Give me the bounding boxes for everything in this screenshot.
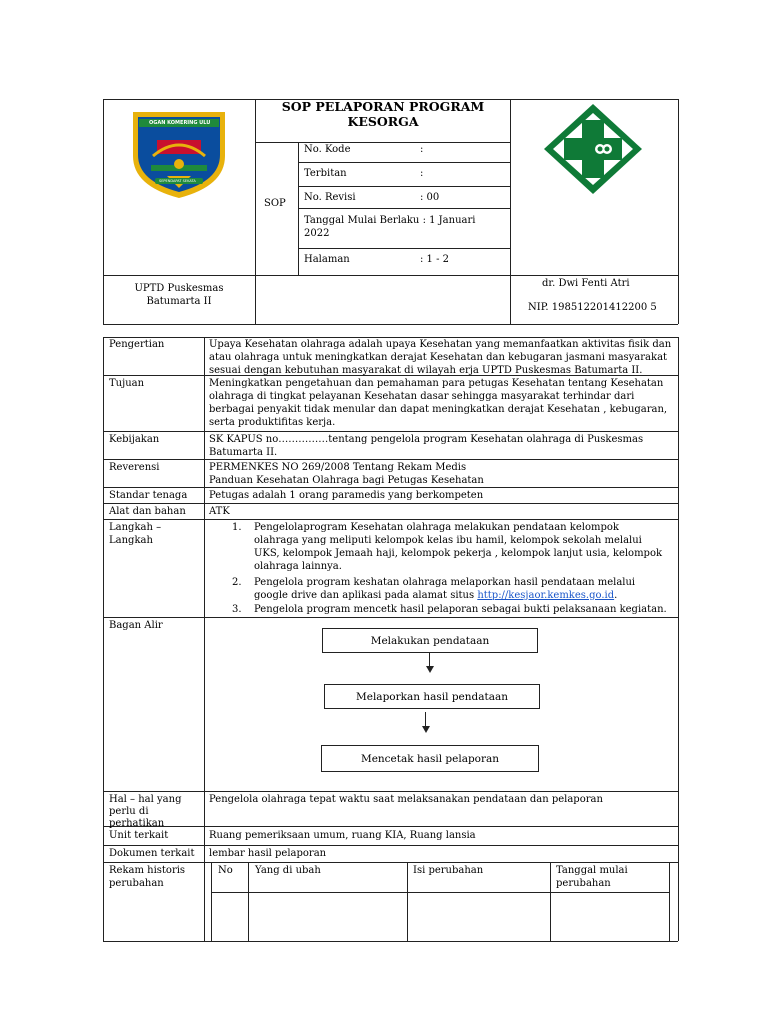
field-no-kode-value: : bbox=[420, 144, 424, 155]
field-tanggal-value: : 1 Januari 2022 bbox=[304, 215, 476, 239]
field-no-revisi-label: No. Revisi bbox=[304, 192, 356, 203]
step-3-text: Pengelola program mencetk hasil pelaporan sebagai bukti pelaksanaan kegiatan. bbox=[254, 604, 667, 615]
rekam-label-line1: Rekam historis bbox=[109, 865, 186, 876]
step-2-text-main: Pengelola program keshatan olahraga melaporkan hasil pendataan melalui google drive dan aplikasi pada alamat situs bbox=[254, 577, 636, 601]
flow-box-melaporkan: Melaporkan hasil pendataan bbox=[324, 684, 540, 709]
signer-name: dr. Dwi Fenti Atri bbox=[542, 278, 630, 289]
step-2-num: 2. bbox=[232, 577, 242, 588]
dokumen-text: lembar hasil pelaporan bbox=[209, 848, 327, 859]
rekam-label-line2: perubahan bbox=[109, 878, 164, 889]
pengertian-text: Upaya Kesehatan olahraga adalah upaya Kesehatan yang memanfaatkan aktivitas fisik dan atau olahraga untuk meningkatkan derajat Kesehatan dan kebugaran jasmani masyarakat sesuai dengan kebutuhan masyarakat di wilayah erja UPTD Puskesmas Batumarta II. bbox=[209, 339, 672, 376]
alat-text: ATK bbox=[209, 506, 230, 517]
step-1-text: Pengelolaprogram Kesehatan olahraga melakukan pendataan kelompok olahraga yang meliputi kelompok kelas ibu hamil, kelompok sekolah melalui UKS, kelompok Jemaah haji, kelompok pekerja , kelompok lanjut usia, kelompok olahraga lainnya. bbox=[254, 522, 663, 572]
field-halaman-value: : 1 - 2 bbox=[420, 254, 450, 265]
step-2-text-after: . bbox=[614, 590, 618, 601]
flow-arrowhead-1 bbox=[426, 666, 434, 673]
kesjaor-link[interactable]: http://kesjaor.kemkes.go.id bbox=[477, 590, 615, 601]
hal-label-line2: perlu di bbox=[109, 806, 149, 817]
field-tanggal-label: Tanggal Mulai Berlaku bbox=[304, 215, 420, 226]
logo-top-text: OGAN KOMERING ULU bbox=[149, 120, 211, 126]
referensi-line2: Panduan Kesehatan Olahraga bagi Petugas Kesehatan bbox=[209, 475, 484, 486]
sop-title-line2: KESORGA bbox=[347, 114, 419, 129]
flow-arrowhead-2 bbox=[422, 726, 430, 733]
puskesmas-logo bbox=[538, 100, 648, 198]
bagan-label: Bagan Alir bbox=[109, 620, 163, 631]
logo-bottom-text: SEPENDAPAT SEKATA bbox=[159, 179, 196, 183]
unit-name-line1: UPTD Puskesmas bbox=[134, 283, 224, 294]
flow-box-pendataan: Melakukan pendataan bbox=[322, 628, 538, 653]
history-col-isi-perubahan: Isi perubahan bbox=[413, 865, 484, 876]
langkah-label-line2: Langkah bbox=[109, 535, 153, 546]
step-2-text bbox=[254, 576, 668, 602]
kebijakan-text: SK KAPUS no……………tentang pengelola program Kesehatan olahraga di Puskesmas Batumarta II. bbox=[209, 434, 644, 458]
unit-name-line2: Batumarta II bbox=[146, 296, 212, 307]
signer-nip: NIP. 198512201412200 5 bbox=[528, 302, 657, 313]
sop-title-line1: SOP PELAPORAN PROGRAM bbox=[281, 99, 485, 114]
kebijakan-label: Kebijakan bbox=[109, 434, 160, 445]
tujuan-text: Meningkatkan pengetahuan dan pemahaman para petugas Kesehatan tentang Kesehatan olahraga di tingkat pelayanan Kesehatan dasar sehingga masyarakat terhindar dari berbagai penyakit tidak menular dan dapat meningkatkan derajat Kesehatan , kebugaran, serta produktifitas kerja. bbox=[209, 378, 668, 428]
history-col-tanggal: Tanggal mulai perubahan bbox=[556, 865, 628, 889]
field-terbitan-value: : bbox=[420, 168, 424, 179]
referensi-label: Reverensi bbox=[109, 462, 160, 473]
flow-box-mencetak: Mencetak hasil pelaporan bbox=[321, 745, 539, 772]
sop-title bbox=[258, 99, 508, 129]
tujuan-label: Tujuan bbox=[109, 378, 145, 389]
sop-label: SOP bbox=[264, 198, 286, 209]
field-no-kode-label: No. Kode bbox=[304, 144, 351, 155]
alat-label: Alat dan bahan bbox=[109, 506, 186, 517]
unit-text: Ruang pemeriksaan umum, ruang KIA, Ruang lansia bbox=[209, 830, 476, 841]
langkah-label-line1: Langkah – bbox=[109, 522, 162, 533]
standar-text: Petugas adalah 1 orang paramedis yang berkompeten bbox=[209, 490, 484, 501]
step-1-num: 1. bbox=[232, 522, 242, 533]
field-no-revisi-value: : 00 bbox=[420, 192, 440, 203]
field-halaman-label: Halaman bbox=[304, 254, 350, 265]
flow-arrow-2 bbox=[425, 712, 426, 727]
ogan-komering-ulu-logo bbox=[127, 106, 231, 201]
step-3-num: 3. bbox=[232, 604, 242, 615]
hal-label-line3: perhatikan bbox=[109, 818, 165, 829]
referensi-line1: PERMENKES NO 269/2008 Tentang Rekam Medis bbox=[209, 462, 467, 473]
dokumen-label: Dokumen terkait bbox=[109, 848, 195, 859]
field-terbitan-label: Terbitan bbox=[304, 168, 347, 179]
field-tanggal bbox=[304, 214, 504, 240]
pengertian-label: Pengertian bbox=[109, 339, 165, 350]
hal-label-line1: Hal – hal yang bbox=[109, 794, 182, 805]
history-col-yang-diubah: Yang di ubah bbox=[255, 865, 321, 876]
standar-label: Standar tenaga bbox=[109, 490, 188, 501]
history-col-no: No bbox=[218, 865, 233, 876]
unit-label: Unit terkait bbox=[109, 830, 169, 841]
flow-arrow-1 bbox=[429, 652, 430, 667]
hal-text: Pengelola olahraga tepat waktu saat melaksanakan pendataan dan pelaporan bbox=[209, 794, 603, 805]
